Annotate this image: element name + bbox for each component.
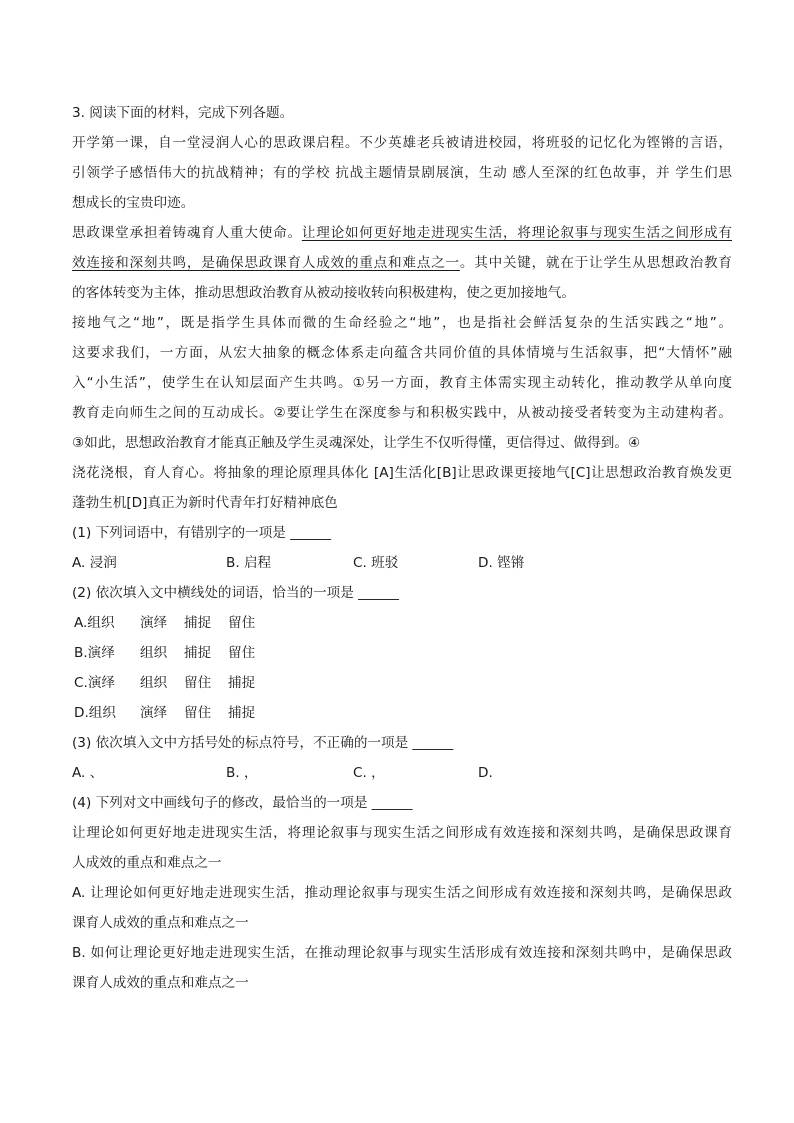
underlined-sentence: 效连接和深刻共鸣，是确保思政课育人成效的重点和难点之一 bbox=[72, 255, 460, 271]
passage-p2-line bbox=[72, 218, 732, 248]
underlined-sentence: 让理论如何更好地走进现实生活，将理论叙事与现实生活之间形成有 bbox=[301, 225, 733, 241]
option-b[interactable]: B. ， bbox=[226, 765, 258, 781]
passage-text: 。其中关键，就在于让学生从思想政治教育 bbox=[459, 255, 732, 271]
subquestion-4-prompt: (4) 下列对文中画线句子的修改，最恰当的一项是 ______ bbox=[72, 795, 413, 811]
quoted-sentence: 人成效的重点和难点之一 bbox=[72, 855, 222, 871]
question-heading: 3. 阅读下面的材料，完成下列各题。 bbox=[72, 105, 294, 121]
passage-p3-line: ③如此，思想政治教育才能真正触及学生灵魂深处，让学生不仅听得懂，更信得过、做得到。④ bbox=[72, 435, 641, 451]
option-d[interactable]: D.组织 演绎 留住 捕捉 bbox=[74, 705, 256, 721]
option-b[interactable]: 课育人成效的重点和难点之一 bbox=[72, 975, 249, 991]
subquestion-3-options bbox=[72, 758, 732, 788]
option-c[interactable]: C. ， bbox=[353, 765, 385, 781]
passage-p1-line: 开学第一课，自一堂浸润人心的思政课启程。不少英雄老兵被请进校园，将班驳的记忆化为铿锵的言语， bbox=[72, 135, 732, 151]
option-b[interactable]: B. 启程 bbox=[226, 555, 272, 571]
passage-p1-line: 想成长的宝贵印迹。 bbox=[72, 195, 195, 211]
subquestion-1-options bbox=[72, 548, 732, 578]
passage-p1-line: 引领学子感悟伟大的抗战精神；有的学校 抗战主题情景剧展演，生动 感人至深的红色故事，并 学生们思 bbox=[72, 165, 732, 181]
passage-p3-line: 这要求我们，一方面，从宏大抽象的概念体系走向蕴含共同价值的具体情境与生活叙事，把“大情怀”融 bbox=[72, 345, 732, 361]
option-a[interactable]: A.组织 演绎 捕捉 留住 bbox=[74, 615, 256, 631]
option-b[interactable]: B.演绎 组织 捕捉 留住 bbox=[74, 645, 256, 661]
option-a[interactable]: A. 、 bbox=[72, 765, 104, 781]
subquestion-1-prompt: (1) 下列词语中，有错别字的一项是 ______ bbox=[72, 525, 331, 541]
passage-p2-line: 的客体转变为主体，推动思想政治教育从被动接收转向积极建构，使之更加接地气。 bbox=[72, 285, 575, 301]
passage-p3-line: 入“小生活”，使学生在认知层面产生共鸣。①另一方面，教育主体需实现主动转化，推动教学从单向度 bbox=[72, 375, 732, 391]
passage-text: 思政课堂承担着铸魂育人重大使命。 bbox=[72, 225, 302, 241]
quoted-sentence: 让理论如何更好地走进现实生活，将理论叙事与现实生活之间形成有效连接和深刻共鸣，是确保思政课育 bbox=[72, 825, 732, 841]
passage-p3-line: 接地气之“地”，既是指学生具体而微的生命经验之“地”，也是指社会鲜活复杂的生活实践之“地”。 bbox=[72, 315, 732, 331]
exam-question bbox=[72, 98, 732, 998]
subquestion-2-prompt: (2) 依次填入文中横线处的词语，恰当的一项是 ______ bbox=[72, 585, 399, 601]
passage-p4-line: 浇花浇根，育人育心。将抽象的理论原理具体化 [A]生活化[B]让思政课更接地气[C]让思想政治教育焕发更 bbox=[72, 465, 732, 481]
option-d[interactable]: D. 铿锵 bbox=[478, 555, 525, 571]
passage-p4-line: 蓬勃生机[D]真正为新时代青年打好精神底色 bbox=[72, 495, 338, 511]
option-a[interactable]: 课育人成效的重点和难点之一 bbox=[72, 915, 249, 931]
subquestion-3-prompt: (3) 依次填入文中方括号处的标点符号，不正确的一项是 ______ bbox=[72, 735, 454, 751]
passage-p3-line: 教育走向师生之间的互动成长。②要让学生在深度参与和积极实践中，从被动接受者转变为主动建构者。 bbox=[72, 405, 732, 421]
option-c[interactable]: C.演绎 组织 留住 捕捉 bbox=[74, 675, 256, 691]
option-b[interactable]: B. 如何让理论更好地走进现实生活，在推动理论叙事与现实生活形成有效连接和深刻共鸣中，是确保思政 bbox=[72, 945, 732, 961]
option-a[interactable]: A. 浸润 bbox=[72, 555, 117, 571]
option-c[interactable]: C. 班驳 bbox=[353, 555, 399, 571]
option-a[interactable]: A. 让理论如何更好地走进现实生活，推动理论叙事与现实生活之间形成有效连接和深刻共鸣，是确保思政 bbox=[72, 885, 732, 901]
option-d[interactable]: D. bbox=[478, 765, 493, 781]
passage-p2-line bbox=[72, 248, 732, 278]
